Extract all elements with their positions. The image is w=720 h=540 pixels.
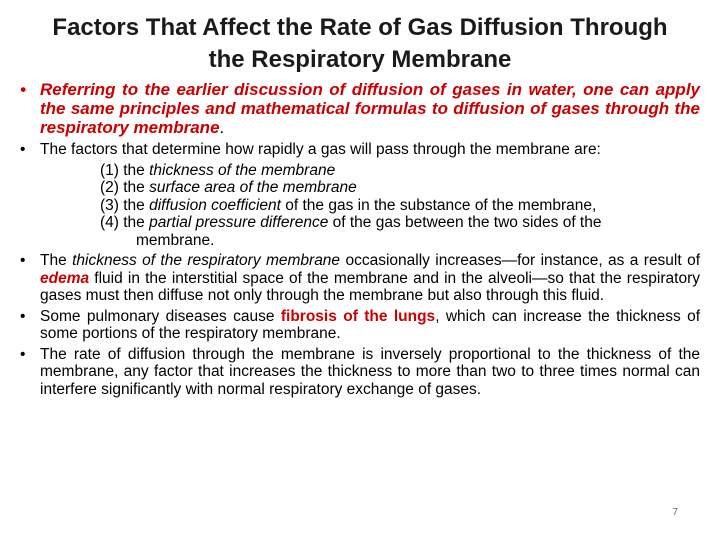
bullet-dot: • bbox=[20, 252, 26, 269]
thickness-term: thickness of the respiratory membrane bbox=[72, 252, 341, 269]
factor-continuation: membrane. bbox=[136, 231, 215, 249]
bullet-dot: • bbox=[20, 141, 26, 158]
factors-lead: The factors that determine how rapidly a gas will pass through the membrane are: bbox=[40, 141, 601, 158]
factor-2-term: surface area of the membrane bbox=[149, 179, 357, 196]
factor-3-rest: of the gas in the substance of the membrane, bbox=[280, 196, 597, 214]
fibrosis-highlight: fibrosis of the lungs bbox=[280, 307, 436, 325]
bullet-factors bbox=[16, 141, 700, 159]
bullet-rate bbox=[16, 346, 700, 399]
bullet-intro bbox=[16, 80, 700, 137]
intro-tail: . bbox=[219, 118, 225, 137]
factor-1-num: (1) the bbox=[100, 161, 150, 179]
factor-3-term: diffusion coefficient bbox=[149, 196, 281, 214]
rate-text: The rate of diffusion through the membrane is inversely proportional to the thickness of the membrane, any factor that increases the thickness to more than two to three times normal can interfere significantly with normal respiratory exchange of gases. bbox=[40, 345, 700, 398]
bullet-thickness bbox=[16, 252, 700, 305]
fibrosis-post: , which can increase the thickness of some portions of the respiratory membrane. bbox=[40, 307, 700, 342]
intro-text: Referring to the earlier discussion of diffusion of gases in water, one can apply the same principles and mathematical formulas to diffusion of gases through the respiratory membrane bbox=[40, 80, 700, 137]
bullet-dot: • bbox=[20, 80, 26, 99]
thickness-post: fluid in the interstitial space of the membrane and in the alveoli—so that the respiratory gases must then diffuse not only through the membrane but also through this fluid. bbox=[40, 269, 700, 304]
factor-item-3 bbox=[16, 197, 700, 215]
factor-4-num: (4) the bbox=[100, 214, 150, 231]
bullet-dot: • bbox=[20, 345, 26, 363]
thickness-pre: The bbox=[40, 252, 73, 269]
title-line-2: the Respiratory Membrane bbox=[208, 46, 512, 73]
slide-content bbox=[16, 80, 700, 401]
factor-item-2 bbox=[16, 179, 700, 197]
slide-title bbox=[40, 12, 680, 76]
bullet-dot: • bbox=[20, 307, 26, 325]
page-number: 7 bbox=[672, 507, 678, 518]
factor-item-4 bbox=[16, 214, 700, 232]
edema-highlight: edema bbox=[40, 269, 90, 287]
fibrosis-pre: Some pulmonary diseases cause bbox=[40, 307, 281, 325]
factor-3-num: (3) the bbox=[100, 196, 150, 214]
title-line-1: Factors That Affect the Rate of Gas Diffusion Through bbox=[52, 14, 668, 41]
factor-1-term: thickness of the membrane bbox=[149, 161, 336, 179]
thickness-mid: occasionally increases—for instance, as a result of bbox=[340, 252, 700, 269]
factor-4-term: partial pressure difference bbox=[149, 214, 329, 231]
factor-item-1 bbox=[16, 162, 700, 180]
factor-2-num: (2) the bbox=[100, 179, 150, 196]
factor-4-rest: of the gas between the two sides of the bbox=[328, 214, 602, 231]
bullet-fibrosis bbox=[16, 308, 700, 343]
